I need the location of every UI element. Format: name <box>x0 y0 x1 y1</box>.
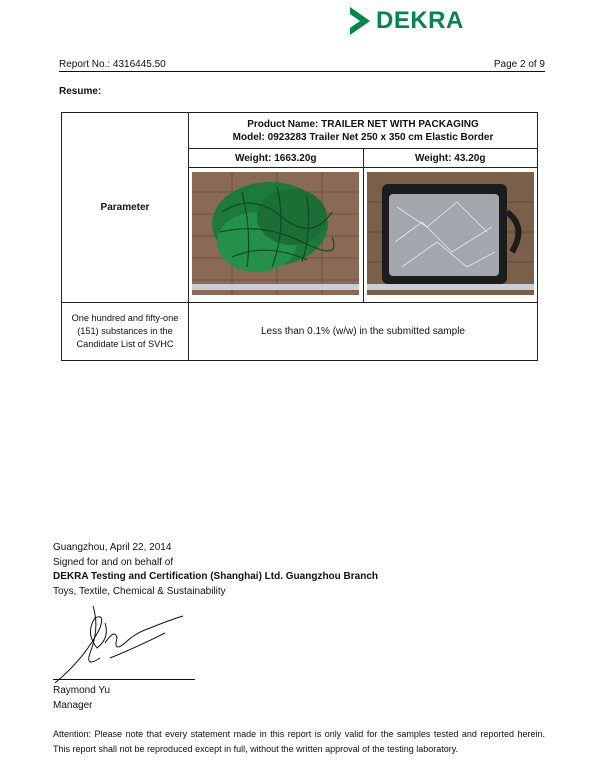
svhc-result-cell <box>189 303 538 361</box>
packaging-bag-photo <box>367 172 534 295</box>
handwritten-signature <box>55 598 195 688</box>
resume-heading: Resume: <box>59 86 102 97</box>
product-model: Model: 0923283 Trailer Net 250 x 350 cm Elastic Border <box>232 131 494 143</box>
logo-text: DEKRA <box>376 7 464 34</box>
weight-packaging: Weight: 43.20g <box>415 152 486 164</box>
signer-title: Manager <box>53 699 93 711</box>
dekra-arrow-icon <box>348 6 372 36</box>
photo-net-cell <box>189 168 364 303</box>
weight-net: Weight: 1663.20g <box>234 152 317 164</box>
weight-packaging-cell <box>363 149 538 168</box>
product-name: Product Name: TRAILER NET WITH PACKAGING <box>247 118 479 130</box>
svhc-label-cell <box>62 303 189 361</box>
report-number: Report No.: 4316445.50 <box>59 59 166 70</box>
company-name: DEKRA Testing and Certification (Shanghai) Ltd. Guangzhou Branch <box>53 571 378 582</box>
dekra-logo <box>348 4 468 38</box>
page-number: Page 2 of 9 <box>493 59 545 70</box>
signature-block <box>53 541 378 599</box>
signer-block <box>53 684 110 713</box>
parameter-label: Parameter <box>100 202 150 213</box>
signature-line <box>53 679 195 680</box>
attention-note: Attention: Please note that every statement made in this report is only valid for the samples tested and reported herein. This report shall not be reproduced except in full, without the written approval of the testing laboratory. <box>53 729 545 754</box>
green-trailer-net-photo <box>192 172 359 295</box>
svhc-label: One hundred and fifty-one (151) substances in the Candidate List of SVHC <box>71 313 179 349</box>
weight-net-cell <box>189 149 364 168</box>
place-date: Guangzhou, April 22, 2014 <box>53 542 172 553</box>
results-table <box>61 112 538 361</box>
product-name-cell <box>189 113 538 149</box>
parameter-label-cell <box>62 113 189 303</box>
signer-name: Raymond Yu <box>53 685 111 696</box>
division-name: Toys, Textile, Chemical & Sustainability <box>53 585 226 597</box>
signed-for: Signed for and on behalf of <box>53 556 174 568</box>
photo-packaging-cell <box>363 168 538 303</box>
report-header <box>59 59 545 72</box>
svhc-result: Less than 0.1% (w/w) in the submitted sample <box>261 326 465 337</box>
